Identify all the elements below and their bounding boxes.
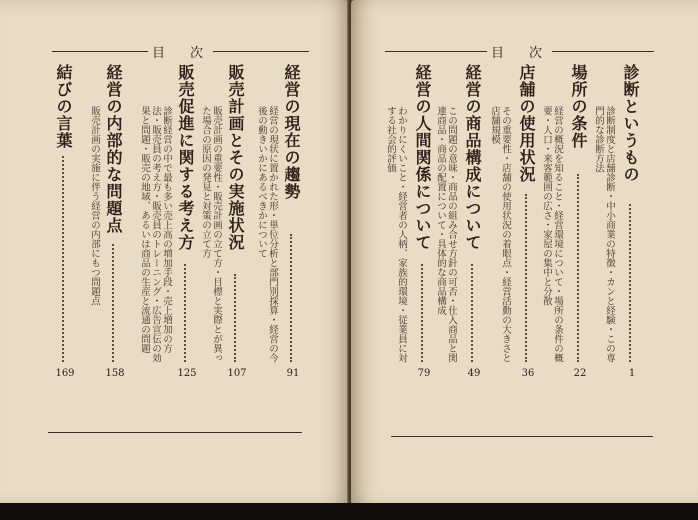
footer-rule	[48, 432, 302, 433]
toc-entry-description: 診断制度と店舗診断・中小商業の特徴・カンと経験・この専門的な診断方法	[593, 106, 615, 363]
dot-leader	[525, 194, 527, 362]
toc-entry-title: 診断というもの	[621, 64, 640, 183]
right-book-page	[351, 0, 698, 505]
toc-entry-page-number: 125	[177, 368, 197, 379]
toc-entry-description: この問題の意味・商品の組み合せ方針の可否・仕入商品と関連商品・商品の配置について・具体的な商品構成	[435, 106, 457, 363]
toc-entry-description: その重要性・店舗の使用状況の着眼点・経営活動の大きさと店舗規模	[489, 106, 511, 363]
right-page-header-title: 目 次	[491, 46, 549, 61]
left-page-header-title: 目 次	[152, 46, 210, 61]
toc-entry[interactable]	[593, 64, 651, 379]
toc-entry-page-number: 49	[467, 368, 481, 379]
dot-leader	[629, 204, 631, 362]
toc-entry-description: 経営の現状に置かれた形・単位分析と部門別採算・経営の今後の動きいかにあるべきかについて	[256, 106, 278, 363]
toc-entry-page-number: 1	[628, 368, 636, 379]
header-rule	[213, 51, 309, 52]
left-page-header	[52, 42, 309, 61]
toc-entry-title: 販売計画とその実施状況	[226, 64, 245, 251]
dot-leader	[112, 244, 114, 362]
footer-rule	[391, 436, 653, 437]
toc-entry-page-number: 91	[286, 368, 300, 379]
dot-leader	[234, 274, 236, 362]
toc-entry-page-number: 36	[521, 368, 535, 379]
dot-leader	[421, 264, 423, 362]
toc-entry-description: 販売計画の重要性・販売計画の立て方・目標と実際とが異った場合の原因の発見と対策の立て方	[200, 106, 222, 363]
toc-entry-title: 経営の現在の趨勢	[282, 64, 301, 200]
toc-entry-title: 経営の内部的な問題点	[104, 64, 123, 234]
toc-entry-page-number: 22	[573, 368, 587, 379]
left-book-page	[0, 0, 349, 505]
dot-leader	[290, 234, 292, 362]
dot-leader	[471, 264, 473, 362]
toc-entry-title: 場所の条件	[569, 64, 588, 149]
toc-entry-title: 経営の商品構成について	[463, 64, 482, 251]
toc-entry[interactable]	[385, 64, 443, 379]
toc-entry[interactable]	[435, 64, 493, 379]
toc-entry[interactable]	[200, 64, 256, 379]
toc-entry-description: 経営の概況を知ること・経営環境について・場所の条件の概要・人口・来客範囲の広さ・家屋の集中と分散	[541, 106, 563, 363]
toc-entry-page-number: 158	[105, 368, 125, 379]
toc-entry[interactable]	[54, 64, 84, 379]
toc-entry-page-number: 107	[227, 368, 247, 379]
book-bottom-edge	[0, 503, 698, 520]
toc-entry[interactable]	[489, 64, 547, 379]
toc-entry[interactable]	[541, 64, 599, 379]
right-page-header	[385, 42, 654, 61]
toc-entry-page-number: 79	[417, 368, 431, 379]
toc-entry[interactable]	[89, 64, 134, 379]
toc-entry-description: 診断経営の中で最も多い売上高の増加手段・売上増加の方法・販売員の考え方・販売員のトレーニング・広告宣伝の効果と問題・販売の地域、あるいは商品の生産と流通の問題	[139, 106, 172, 363]
toc-entry[interactable]	[256, 64, 312, 379]
toc-entry-page-number: 169	[55, 368, 75, 379]
toc-entry-description: 販売計画の実施に伴う経営の内部にもつ問題点	[89, 106, 100, 306]
toc-entry-title: 販売促進に関する考え方	[176, 64, 195, 251]
header-rule	[552, 51, 654, 52]
dot-leader	[577, 174, 579, 362]
toc-entry[interactable]	[139, 64, 206, 379]
header-rule	[385, 51, 487, 52]
dot-leader	[184, 264, 186, 362]
toc-entry-title: 経営の人間関係について	[413, 64, 432, 251]
toc-entry-title: 店舗の使用状況	[517, 64, 536, 183]
toc-entry-title: 結びの言葉	[54, 64, 73, 149]
toc-entry-description: わかりにくいこと・経営者の人柄、家族的環境・従業員に対する社会的評価	[385, 106, 407, 363]
dot-leader	[62, 156, 64, 362]
header-rule	[52, 51, 148, 52]
